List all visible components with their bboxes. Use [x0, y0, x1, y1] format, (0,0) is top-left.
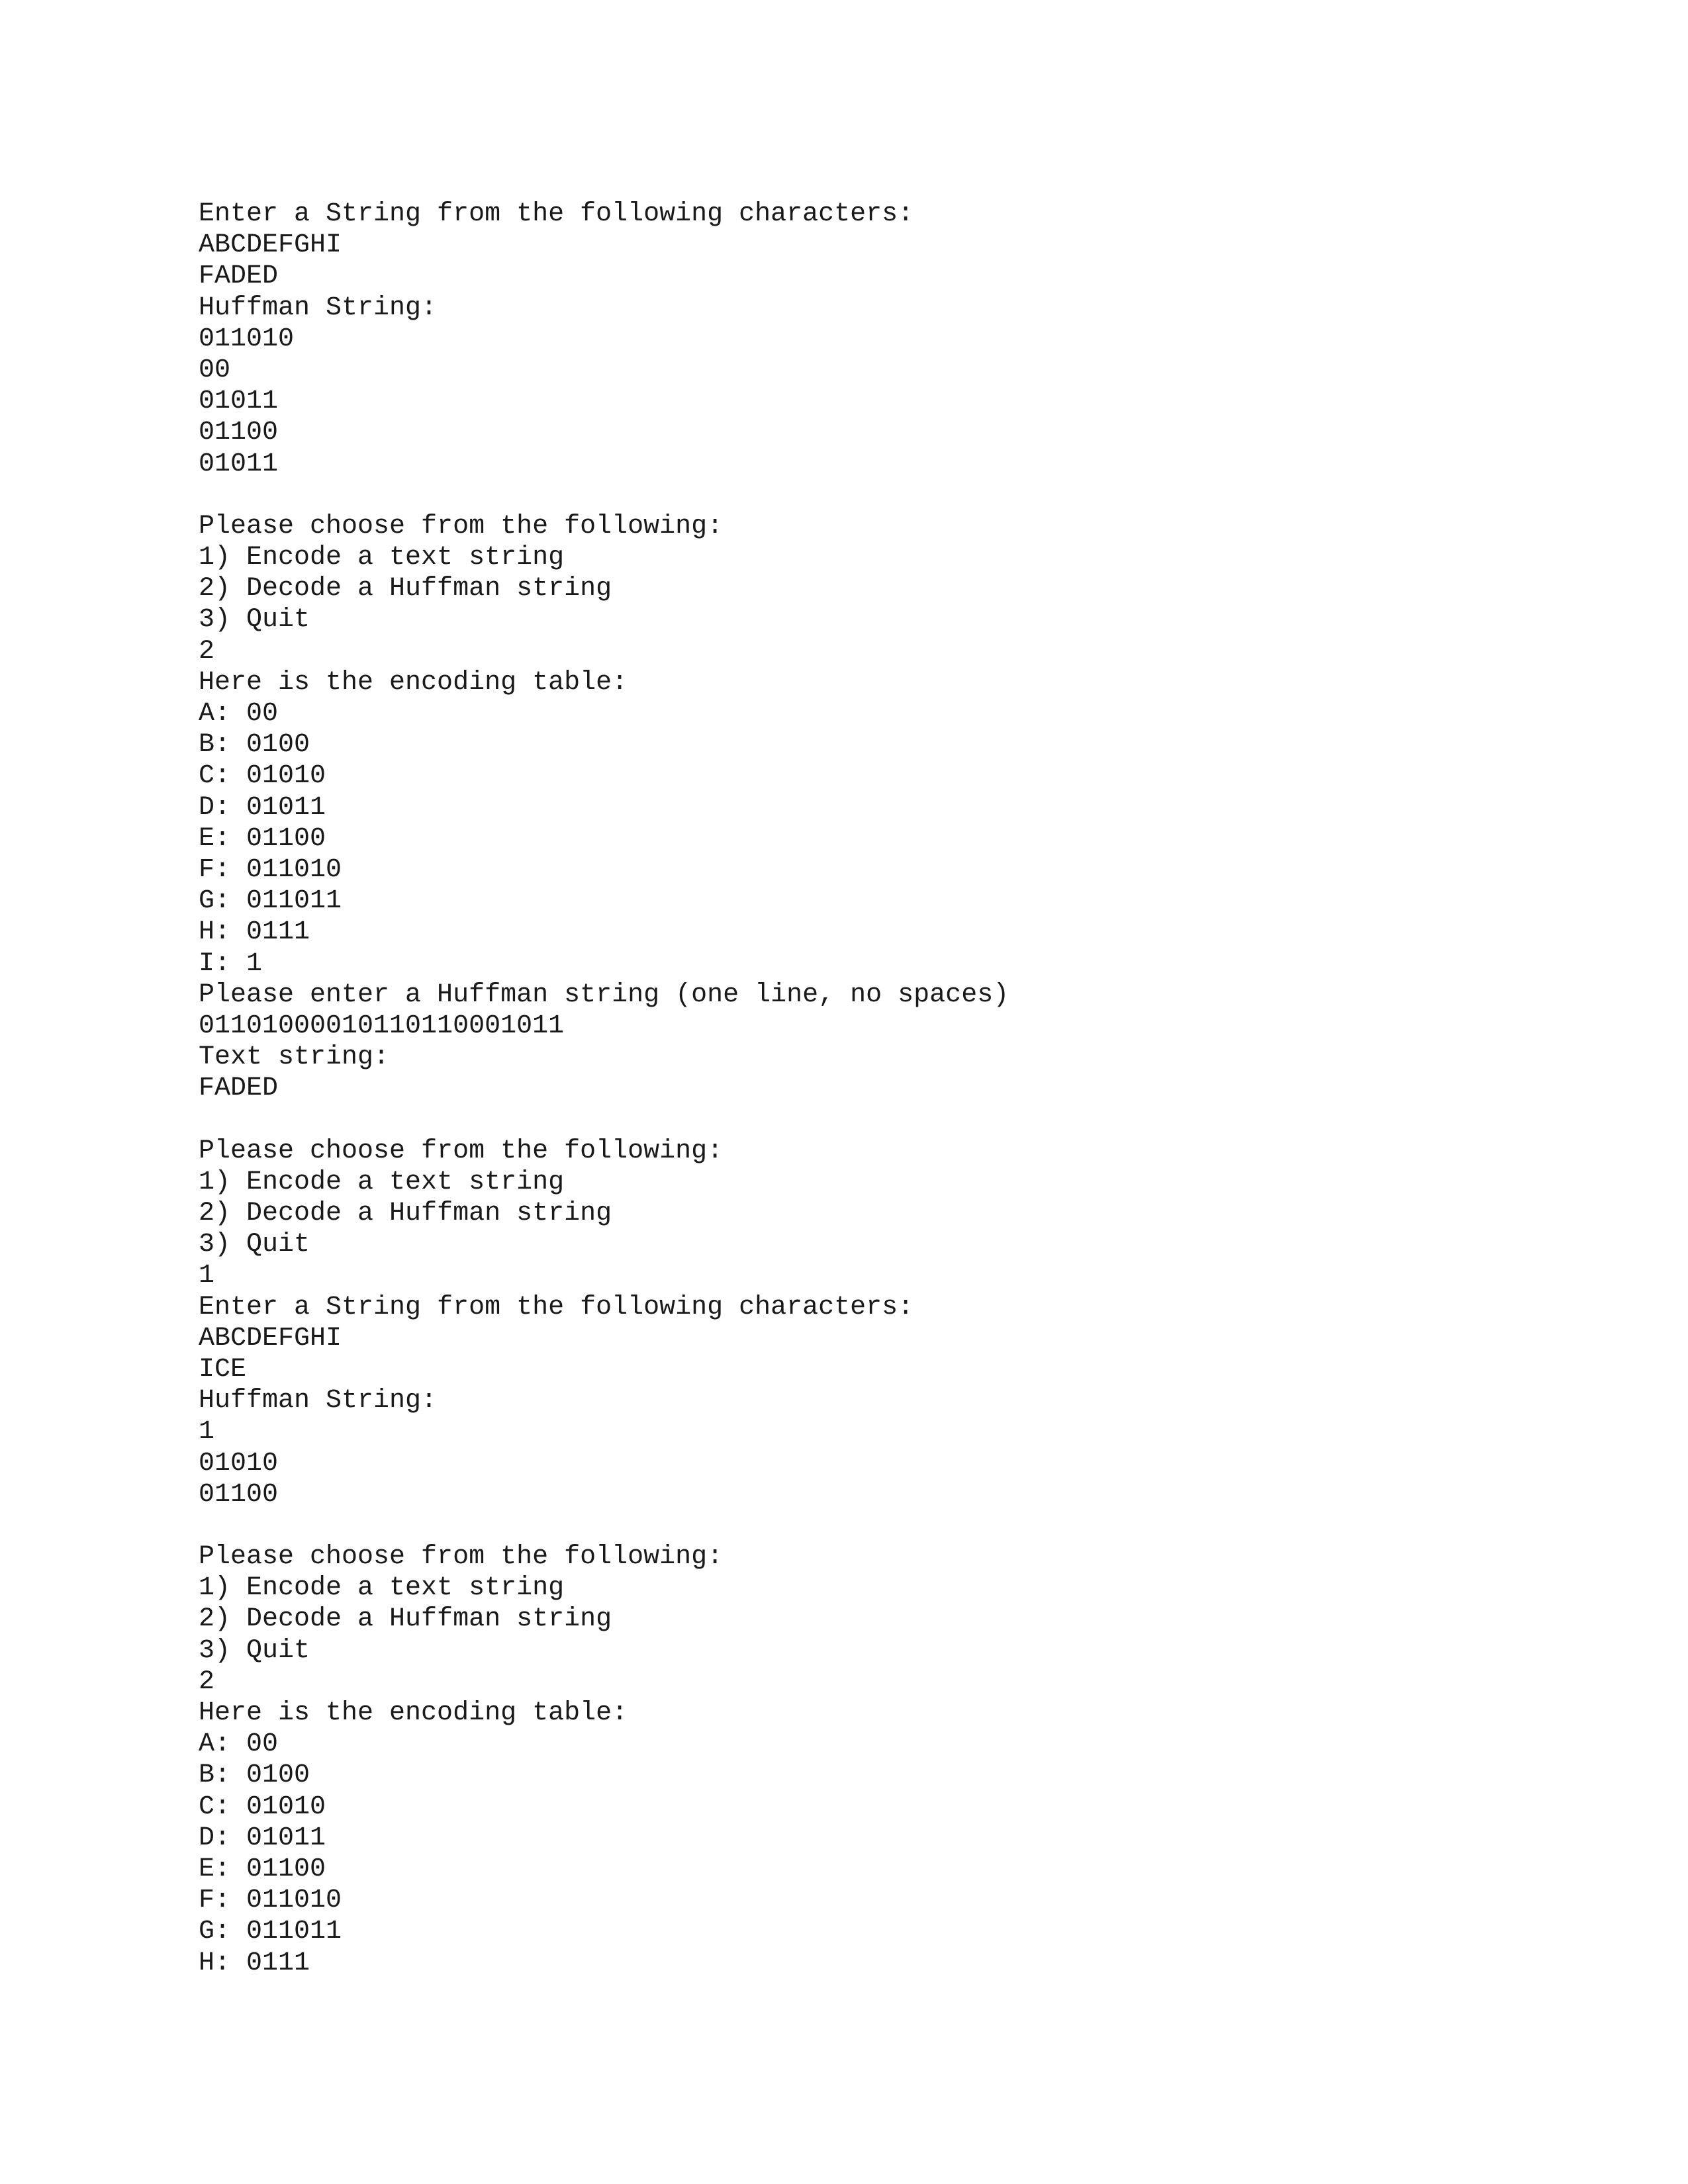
console-line: 2) Decode a Huffman string: [199, 1604, 612, 1635]
console-line: 1) Encode a text string: [199, 543, 565, 573]
console-line: Here is the encoding table:: [199, 667, 628, 698]
console-line: Enter a String from the following characters:: [199, 1292, 914, 1322]
console-line: 01011: [199, 449, 279, 479]
console-line: ABCDEFGHI: [199, 1323, 342, 1353]
console-line: A: 00: [199, 699, 279, 729]
blank-line: [199, 1104, 1009, 1135]
console-line: 2) Decode a Huffman string: [199, 1199, 612, 1228]
console-line: G: 011011: [199, 1917, 342, 1947]
console-line: A: 00: [199, 1729, 279, 1760]
console-line: 3) Quit: [199, 1230, 310, 1260]
console-line: I: 1: [199, 948, 263, 979]
console-line: 2: [199, 636, 215, 666]
console-line: G: 011011: [199, 886, 342, 917]
console-line: 1: [199, 1417, 215, 1447]
console-line: FADED: [199, 1073, 279, 1104]
blank-line: [199, 1510, 1009, 1541]
blank-line: [199, 480, 1009, 511]
console-line: 00: [199, 355, 231, 385]
console-line: 01101000010110110001011: [199, 1011, 565, 1041]
console-line: FADED: [199, 261, 279, 292]
console-line: B: 0100: [199, 1760, 310, 1791]
console-line: Text string:: [199, 1042, 390, 1073]
console-line: 011010: [199, 324, 295, 354]
console-line: E: 01100: [199, 823, 326, 854]
console-line: ABCDEFGHI: [199, 230, 342, 261]
console-line: Please choose from the following:: [199, 511, 724, 541]
console-line: 1) Encode a text string: [199, 1573, 565, 1604]
console-line: D: 01011: [199, 1823, 326, 1853]
console-line: 01100: [199, 418, 279, 448]
console-line: 01100: [199, 1479, 279, 1510]
console-line: 01010: [199, 1448, 279, 1479]
console-line: 2) Decode a Huffman string: [199, 574, 612, 604]
console-line: 1) Encode a text string: [199, 1167, 565, 1197]
console-line: Huffman String:: [199, 293, 438, 323]
console-line: B: 0100: [199, 730, 310, 760]
console-line: 01011: [199, 387, 279, 417]
console-line: E: 01100: [199, 1854, 326, 1884]
console-line: 2: [199, 1666, 215, 1697]
console-line: F: 011010: [199, 854, 342, 885]
console-line: ICE: [199, 1354, 247, 1385]
console-line: C: 01010: [199, 1792, 326, 1822]
console-line: C: 01010: [199, 761, 326, 792]
console-line: D: 01011: [199, 792, 326, 823]
console-line: Please enter a Huffman string (one line, no spaces): [199, 979, 1009, 1010]
console-line: H: 0111: [199, 1948, 310, 1978]
console-line: 3) Quit: [199, 1635, 310, 1666]
console-transcript: [199, 199, 1009, 1979]
console-line: Enter a String from the following characters:: [199, 199, 914, 229]
console-line: 1: [199, 1261, 215, 1291]
console-line: Huffman String:: [199, 1386, 438, 1416]
console-line: Please choose from the following:: [199, 1542, 724, 1572]
console-line: H: 0111: [199, 917, 310, 948]
console-line: 3) Quit: [199, 605, 310, 635]
console-line: F: 011010: [199, 1886, 342, 1916]
console-line: Here is the encoding table:: [199, 1698, 628, 1728]
console-line: Please choose from the following:: [199, 1136, 724, 1166]
